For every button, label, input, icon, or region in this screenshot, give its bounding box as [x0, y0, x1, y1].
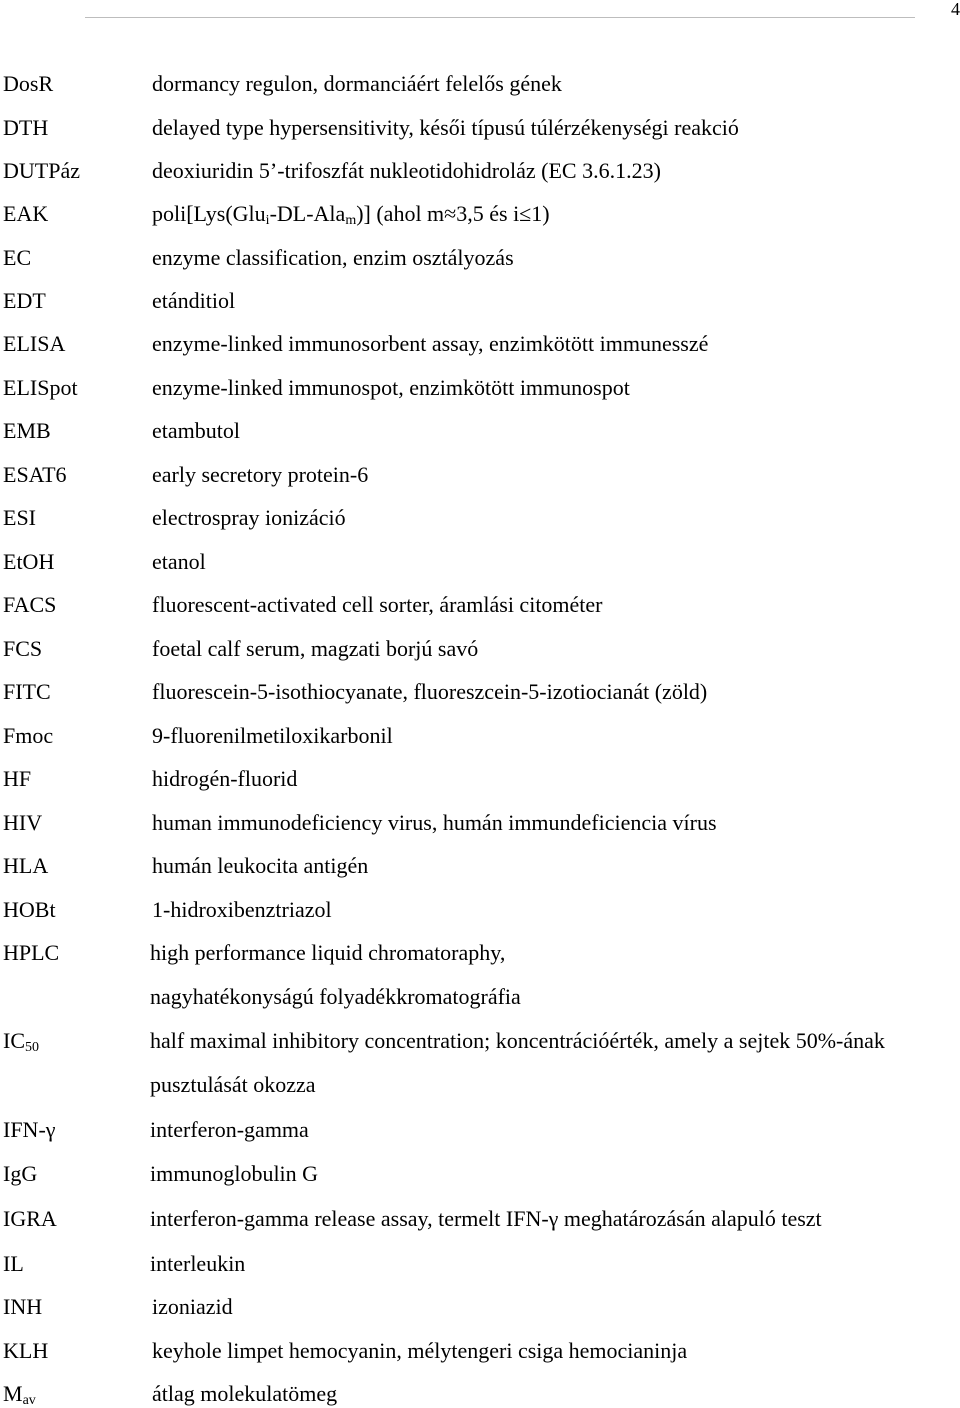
- abbreviation: EDT: [3, 288, 46, 313]
- abbreviation: ELISpot: [3, 375, 78, 400]
- definition: fluorescent-activated cell sorter, áramlási citométer: [152, 592, 603, 617]
- abbreviation: ELISA: [3, 331, 66, 356]
- definition: high performance liquid chromatoraphy, nagyhatékonyságú folyadékkromatográfia: [150, 940, 521, 1009]
- abbreviation: ESI: [3, 505, 36, 530]
- abbreviation-text: IC: [3, 1028, 25, 1053]
- definition: izoniazid: [152, 1294, 233, 1319]
- definition: [152, 201, 550, 227]
- abbreviation: HOBt: [3, 897, 56, 922]
- definition: interferon-gamma release assay, termelt IFN-γ meghatározásán alapuló teszt: [150, 1206, 822, 1231]
- definition: átlag molekulatömeg: [152, 1381, 338, 1406]
- abbreviation: [3, 1028, 39, 1054]
- abbreviation: [3, 1381, 36, 1407]
- definition: hidrogén-fluorid: [152, 766, 298, 791]
- abbreviation: EC: [3, 245, 32, 270]
- definition: humán leukocita antigén: [152, 853, 369, 878]
- abbreviation: IFN-γ: [3, 1117, 56, 1142]
- abbreviation: Fmoc: [3, 723, 54, 748]
- subscript: i: [265, 213, 270, 228]
- definition: deoxiuridin 5’-trifoszfát nukleotidohidroláz (EC 3.6.1.23): [152, 158, 661, 183]
- definition: delayed type hypersensitivity, késői típusú túlérzékenységi reakció: [152, 115, 739, 140]
- abbreviation: HPLC: [3, 940, 60, 965]
- definition: enzyme classification, enzim osztályozás: [152, 245, 514, 270]
- abbreviation: FITC: [3, 679, 51, 704]
- definition: etanol: [152, 549, 206, 574]
- definition: etánditiol: [152, 288, 236, 313]
- definition: interferon-gamma: [150, 1117, 309, 1142]
- abbreviation: DUTPáz: [3, 158, 80, 183]
- abbreviation: IL: [3, 1251, 24, 1276]
- abbreviation: EtOH: [3, 549, 55, 574]
- abbreviation: FACS: [3, 592, 57, 617]
- definition: 9-fluorenilmetiloxikarbonil: [152, 723, 393, 748]
- abbreviation: EMB: [3, 418, 51, 443]
- definition: electrospray ionizáció: [152, 505, 346, 530]
- abbreviation-text: M: [3, 1381, 23, 1406]
- definition: fluorescein-5-isothiocyanate, fluoreszcein-5-izotiocianát (zöld): [152, 679, 708, 704]
- abbreviation: KLH: [3, 1338, 49, 1363]
- definition: keyhole limpet hemocyanin, mélytengeri csiga hemocianinja: [152, 1338, 688, 1363]
- abbreviation: INH: [3, 1294, 43, 1319]
- subscript: m: [345, 213, 357, 228]
- abbreviation: HF: [3, 766, 32, 791]
- abbreviation: DTH: [3, 115, 49, 140]
- definition: human immunodeficiency virus, humán immundeficiencia vírus: [152, 810, 717, 835]
- definition: early secretory protein-6: [152, 462, 369, 487]
- abbreviation: ESAT6: [3, 462, 67, 487]
- definition: dormancy regulon, dormanciáért felelős gének: [152, 71, 562, 96]
- abbreviation: HIV: [3, 810, 43, 835]
- page-number: 4: [951, 0, 960, 19]
- definition: half maximal inhibitory concentration; koncentrációérték, amely a sejtek 50%-ának pusztulását okozza: [150, 1028, 885, 1097]
- header-rule: [85, 17, 915, 18]
- abbreviation: FCS: [3, 636, 43, 661]
- definition: 1-hidroxibenztriazol: [152, 897, 332, 922]
- subscript: av: [22, 1393, 36, 1408]
- definition: foetal calf serum, magzati borjú savó: [152, 636, 479, 661]
- subscript: 50: [25, 1040, 39, 1055]
- definition: etambutol: [152, 418, 240, 443]
- definition: interleukin: [150, 1251, 246, 1276]
- definition: enzyme-linked immunospot, enzimkötött immunospot: [152, 375, 630, 400]
- definition: enzyme-linked immunosorbent assay, enzimkötött immunesszé: [152, 331, 709, 356]
- definition-text: -DL-Ala: [269, 201, 346, 226]
- definition-text: poli[Lys(Glu: [152, 201, 266, 226]
- definition: immunoglobulin G: [150, 1161, 319, 1186]
- definition-text: )] (ahol m≈3,5 és i≤1): [356, 201, 550, 226]
- abbreviation: IGRA: [3, 1206, 57, 1231]
- abbreviation: EAK: [3, 201, 49, 226]
- abbreviation: HLA: [3, 853, 49, 878]
- abbreviation: IgG: [3, 1161, 38, 1186]
- abbreviation: DosR: [3, 71, 54, 96]
